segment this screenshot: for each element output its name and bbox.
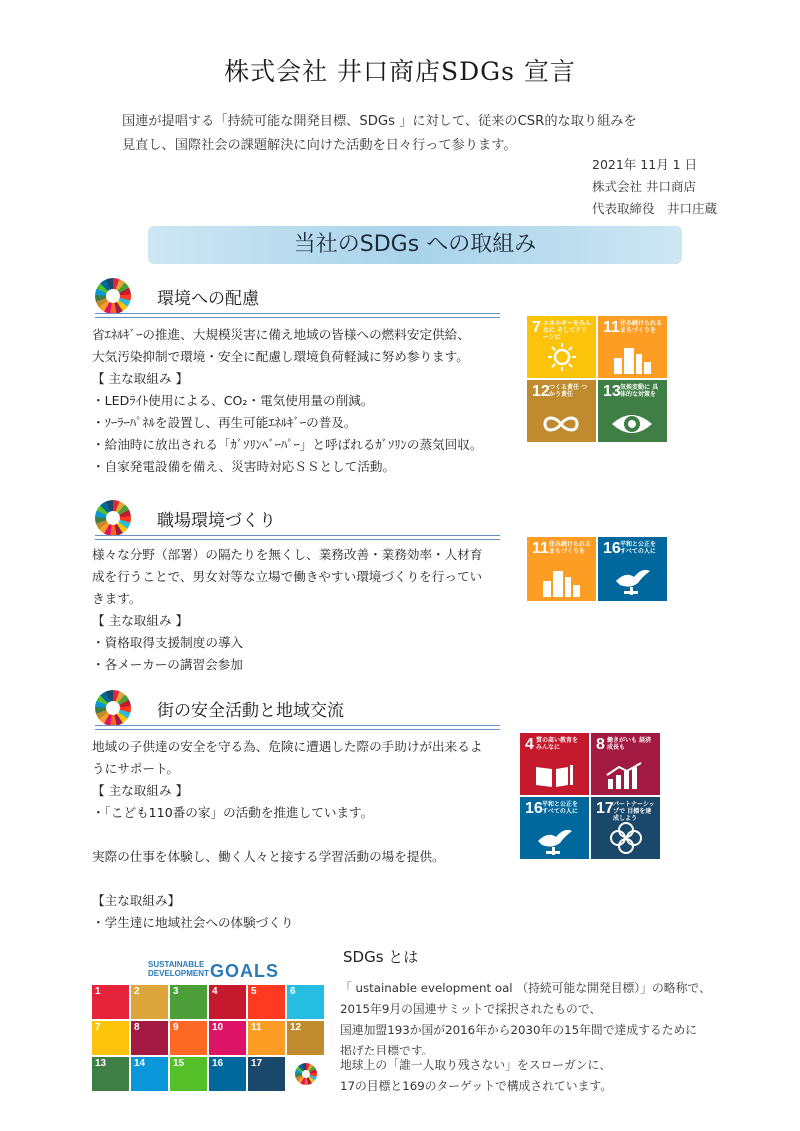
tile-number: 10 bbox=[212, 1022, 224, 1033]
sdgs-wheel-icon bbox=[295, 1063, 317, 1085]
tile-number: 5 bbox=[251, 986, 257, 997]
logo-text-sustainable: SUSTAINABLE bbox=[148, 960, 205, 969]
tile-number: 16 bbox=[212, 1058, 224, 1069]
body-line: ・「こども110番の家」の活動を推進しています。 bbox=[92, 805, 374, 820]
body-line: ・資格取得支援制度の導入 bbox=[92, 635, 244, 650]
tile-number: 7 bbox=[532, 319, 541, 336]
sdg-8-tile bbox=[591, 733, 660, 795]
tile-number: 3 bbox=[173, 986, 179, 997]
tile-label: 平和と公正を すべての人に bbox=[620, 541, 657, 555]
section-heading-community bbox=[95, 690, 500, 730]
tile-label: 働きがいも 経済成長も bbox=[607, 737, 652, 751]
body-line: 地域の子供達の安全を守る為、危険に遭遇した際の手助けが出来るよ bbox=[92, 739, 483, 754]
tile-number: 1 bbox=[95, 986, 101, 997]
tile-number: 8 bbox=[596, 736, 605, 753]
tile-label: 住み続けられる まちづくりを bbox=[620, 320, 663, 334]
sdg-goal-tile bbox=[92, 1057, 129, 1091]
tile-number: 13 bbox=[95, 1058, 107, 1069]
section-heading-text: 職場環境づくり bbox=[157, 511, 276, 531]
sdg-4-tile bbox=[520, 733, 589, 795]
about-line: 国連加盟193か国が2016年から2030年の15年間で達成するために bbox=[340, 1023, 698, 1037]
sdg-goal-tile bbox=[209, 985, 246, 1019]
body-line: きます。 bbox=[92, 591, 142, 606]
sdg-goal-tile bbox=[287, 1021, 324, 1055]
tile-number: 4 bbox=[212, 986, 218, 997]
body-line: 【 主な取組み 】 bbox=[92, 613, 189, 628]
body-line: 省ｴﾈﾙｷﾞｰの推進、大規模災害に備え地域の皆様への燃料安定供給、 bbox=[92, 327, 470, 342]
section-heading-environment bbox=[95, 278, 500, 318]
dove-icon bbox=[612, 565, 652, 595]
logo-text-goals: GOALS bbox=[210, 961, 280, 981]
section2-sdg-tiles bbox=[527, 537, 667, 601]
about-line: 2015年9月の国連サミットで採択されたもので、 bbox=[340, 1002, 602, 1016]
sdgs-wheel-icon bbox=[95, 690, 131, 726]
section-body-community bbox=[92, 736, 512, 934]
body-line: 【主な取組み】 bbox=[92, 893, 181, 908]
tile-label: 住み続けられる まちづくりを bbox=[549, 541, 592, 555]
heading-underline bbox=[95, 725, 500, 730]
tile-number: 14 bbox=[134, 1058, 146, 1069]
sdg-16-tile bbox=[520, 797, 589, 859]
tile-label: 質の高い教育を みんなに bbox=[536, 737, 579, 751]
intro-line-1: 国連が提唱する「持続可能な開発目標、SDGs 」に対して、従来のCSR的な取り組みを bbox=[122, 114, 637, 129]
body-line: 成を行うことで、男女対等な立場で働きやすい環境づくりを行ってい bbox=[92, 569, 483, 584]
city-icon bbox=[612, 344, 652, 374]
sdg-7-tile bbox=[527, 316, 596, 378]
sdgs-logo bbox=[148, 960, 288, 981]
sdg-goal-tile bbox=[170, 985, 207, 1019]
section-body-workplace bbox=[92, 544, 512, 676]
tile-number: 8 bbox=[134, 1022, 140, 1033]
sdg-11-tile bbox=[527, 537, 596, 601]
tile-number: 16 bbox=[603, 540, 621, 557]
logo-text-development: DEVELOPMENT bbox=[148, 969, 209, 978]
book-icon bbox=[534, 763, 574, 789]
tile-number: 12 bbox=[290, 1022, 302, 1033]
body-line: ・学生達に地域社会への体験づくり bbox=[92, 915, 294, 930]
tile-label: 気候変動に 具体的な対策を bbox=[620, 384, 659, 398]
sdg-12-tile bbox=[527, 380, 596, 442]
tile-number: 16 bbox=[525, 800, 543, 817]
city-icon bbox=[541, 567, 581, 597]
sdgs-wheel-icon bbox=[95, 278, 131, 314]
tile-number: 11 bbox=[532, 540, 549, 557]
about-line: 「 ustainable evelopment oal （持続可能な開発目標）」の略称で、 bbox=[340, 981, 711, 995]
tile-number: 11 bbox=[603, 319, 620, 336]
sdg-16-tile bbox=[598, 537, 667, 601]
intro-line-2: 見直し、国際社会の課題解決に向けた活動を日々行って参ります。 bbox=[122, 138, 517, 153]
tile-label: パートナーシップで 目標を達成しよう bbox=[613, 801, 655, 822]
tile-number: 2 bbox=[134, 986, 140, 997]
tile-label: つくる責任 つかう責任 bbox=[549, 384, 588, 398]
declaration-date: 2021年 11月 1 日 bbox=[592, 157, 698, 172]
about-sdgs-text bbox=[340, 978, 760, 1097]
body-line: ・各メーカーの講習会参加 bbox=[92, 657, 243, 672]
tile-number: 17 bbox=[251, 1058, 263, 1069]
about-line: 地球上の「誰一人取り残さない」をスローガンに、 bbox=[340, 1058, 612, 1072]
section-heading-text: 環境への配慮 bbox=[157, 289, 259, 309]
about-line: 掲げた目標です。 bbox=[340, 1044, 434, 1055]
tile-label: 平和と公正を すべての人に bbox=[542, 801, 579, 815]
tile-number: 9 bbox=[173, 1022, 179, 1033]
body-line: うにサポート。 bbox=[92, 761, 180, 776]
body-line: ・自家発電設備を備え、災害時対応ＳＳとして活動。 bbox=[92, 459, 396, 474]
body-line: ・給油時に放出される「ｶﾞｿﾘﾝﾍﾞｰﾊﾟｰ」と呼ばれるｶﾞｿﾘﾝの蒸気回収。 bbox=[92, 437, 483, 452]
tile-number: 6 bbox=[290, 986, 296, 997]
tile-number: 4 bbox=[525, 736, 534, 753]
body-line: ・LEDﾗｲﾄ使用による、CO₂・電気使用量の削減。 bbox=[92, 393, 374, 408]
dove-icon bbox=[534, 825, 574, 855]
heading-underline bbox=[95, 535, 500, 540]
sdg-goal-tile bbox=[92, 985, 129, 1019]
sdg-goal-tile bbox=[248, 1057, 285, 1091]
sdg-goal-tile bbox=[287, 985, 324, 1019]
partnership-flower-icon bbox=[609, 821, 643, 855]
sdg-goal-tile bbox=[131, 1057, 168, 1091]
sdg-13-tile bbox=[598, 380, 667, 442]
infinity-icon bbox=[541, 414, 581, 434]
section-heading-text: 街の安全活動と地域交流 bbox=[157, 701, 344, 721]
heading-underline bbox=[95, 313, 500, 318]
sdg-goal-tile bbox=[248, 1021, 285, 1055]
company-name: 株式会社 井口商店 bbox=[592, 179, 696, 194]
body-line: ・ｿｰﾗｰﾊﾟﾈﾙを設置し、再生可能ｴﾈﾙｷﾞｰの普及。 bbox=[92, 415, 357, 430]
sdg-17-tile bbox=[591, 797, 660, 859]
tile-number: 7 bbox=[95, 1022, 101, 1033]
body-line: 【 主な取組み 】 bbox=[92, 783, 189, 798]
tile-number: 11 bbox=[251, 1022, 262, 1033]
tile-number: 15 bbox=[173, 1058, 185, 1069]
about-line: 17の目標と169のターゲットで構成されています。 bbox=[340, 1079, 613, 1093]
sdg-11-tile bbox=[598, 316, 667, 378]
sdg-goal-tile bbox=[131, 985, 168, 1019]
sdg-goal-tile bbox=[209, 1021, 246, 1055]
body-line: 実際の仕事を体験し、働く人々と接する学習活動の場を提供。 bbox=[92, 849, 445, 864]
body-line: 大気汚染抑制で環境・安全に配慮し環境負荷軽減に努め参ります。 bbox=[92, 349, 469, 364]
tile-number: 12 bbox=[532, 383, 550, 400]
tile-number: 17 bbox=[596, 800, 614, 817]
about-sdgs-title: SDGs とは bbox=[343, 948, 419, 966]
section1-sdg-tiles bbox=[527, 316, 667, 442]
sdg-goal-tile bbox=[170, 1057, 207, 1091]
section-banner: 当社のSDGs への取組み bbox=[148, 226, 682, 264]
body-line bbox=[92, 824, 512, 846]
sdg-goal-tile bbox=[92, 1021, 129, 1055]
sdgs-wheel-icon bbox=[95, 500, 131, 536]
sdg-goal-tile bbox=[248, 985, 285, 1019]
sdg-goal-tile bbox=[131, 1021, 168, 1055]
section-body-environment bbox=[92, 324, 512, 478]
body-line: 様々な分野（部署）の隔たりを無くし、業務改善・業務効率・人材育 bbox=[92, 547, 483, 562]
sdg-goal-tile bbox=[170, 1021, 207, 1055]
section3-sdg-tiles bbox=[520, 733, 660, 859]
eye-globe-icon bbox=[610, 412, 654, 436]
section-heading-workplace bbox=[95, 500, 500, 540]
tile-number: 13 bbox=[603, 383, 621, 400]
sdgs-goals-grid bbox=[92, 985, 326, 1093]
page-title: 株式会社 井口商店SDGs 宣言 bbox=[224, 57, 576, 86]
growth-chart-icon bbox=[605, 761, 645, 789]
sun-icon bbox=[547, 342, 577, 372]
representative-name: 代表取締役 井口庄蔵 bbox=[592, 201, 718, 216]
sdg-goal-tile bbox=[209, 1057, 246, 1091]
body-line: 【 主な取組み 】 bbox=[92, 371, 189, 386]
body-line bbox=[92, 868, 512, 890]
tile-label: エネルギーをみんなに そしてクリーンに bbox=[543, 320, 592, 341]
